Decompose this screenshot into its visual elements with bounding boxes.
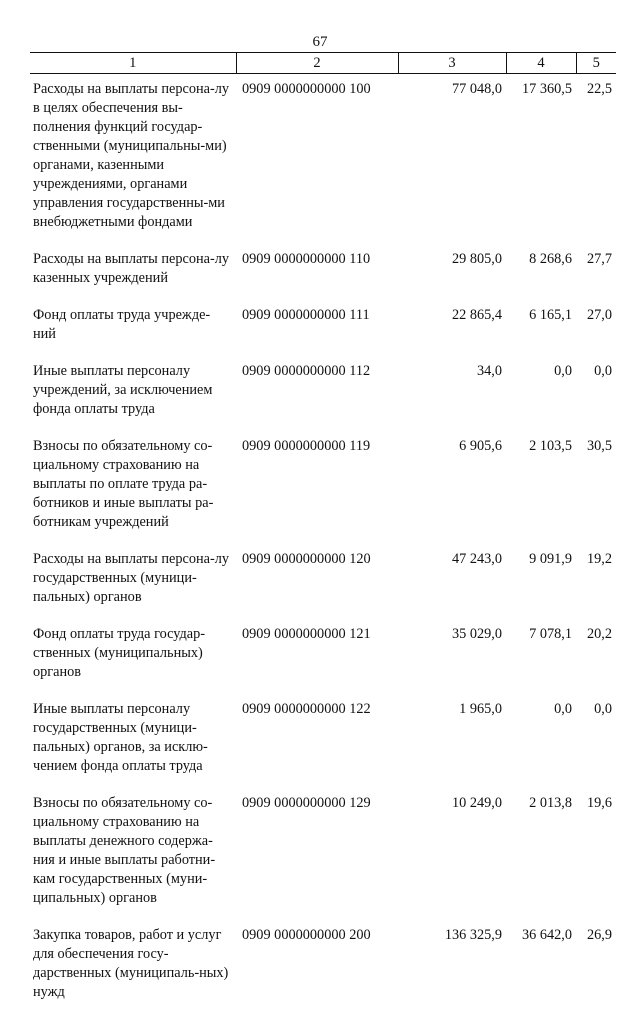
execution-percent: 0,0 [576,696,616,790]
execution-percent: 30,5 [576,433,616,546]
budget-code: 0909 0000000000 200 [236,922,398,1016]
planned-amount: 34,0 [398,358,506,433]
execution-percent: 27,7 [576,246,616,302]
column-header-4: 4 [506,53,576,74]
table-row [30,546,616,621]
planned-amount: 10 249,0 [398,790,506,922]
table-row [30,621,616,696]
execution-percent: 22,5 [576,74,616,247]
table-body [30,74,616,1016]
budget-code: 0909 0000000000 110 [236,246,398,302]
budget-code: 0909 0000000000 112 [236,358,398,433]
planned-amount: 35 029,0 [398,621,506,696]
budget-table [30,52,616,1016]
execution-percent: 19,6 [576,790,616,922]
table-row [30,922,616,1016]
table-row [30,433,616,546]
budget-code: 0909 0000000000 100 [236,74,398,247]
actual-amount: 0,0 [506,696,576,790]
expense-name: Иные выплаты персоналу государственных (муници-пальных) органов, за исклю-чением фонда оплаты труда [30,696,236,790]
actual-amount: 7 078,1 [506,621,576,696]
execution-percent: 20,2 [576,621,616,696]
table-row [30,790,616,922]
actual-amount: 8 268,6 [506,246,576,302]
expense-name: Фонд оплаты труда государ-ственных (муниципальных) органов [30,621,236,696]
planned-amount: 22 865,4 [398,302,506,358]
table-row [30,246,616,302]
expense-name: Иные выплаты персоналу учреждений, за исключением фонда оплаты труда [30,358,236,433]
execution-percent: 19,2 [576,546,616,621]
actual-amount: 0,0 [506,358,576,433]
budget-code: 0909 0000000000 119 [236,433,398,546]
budget-code: 0909 0000000000 122 [236,696,398,790]
column-header-1: 1 [30,53,236,74]
table-header-row [30,53,616,74]
column-header-5: 5 [576,53,616,74]
planned-amount: 6 905,6 [398,433,506,546]
planned-amount: 77 048,0 [398,74,506,247]
table-row [30,74,616,247]
expense-name: Взносы по обязательному со-циальному страхованию на выплаты по оплате труда ра-ботников и иные выплаты ра-ботникам учреждений [30,433,236,546]
table-row [30,302,616,358]
budget-code: 0909 0000000000 129 [236,790,398,922]
expense-name: Расходы на выплаты персона-лу государственных (муници-пальных) органов [30,546,236,621]
table-row [30,696,616,790]
page-number: 67 [0,33,640,51]
planned-amount: 29 805,0 [398,246,506,302]
actual-amount: 2 103,5 [506,433,576,546]
table-row [30,358,616,433]
budget-code: 0909 0000000000 111 [236,302,398,358]
actual-amount: 9 091,9 [506,546,576,621]
budget-code: 0909 0000000000 121 [236,621,398,696]
expense-name: Взносы по обязательному со-циальному страхованию на выплаты денежного содержа-ния и иные выплаты работни-кам государственных (муни-ципальных) органов [30,790,236,922]
execution-percent: 26,9 [576,922,616,1016]
expense-name: Фонд оплаты труда учрежде-ний [30,302,236,358]
execution-percent: 27,0 [576,302,616,358]
expense-name: Расходы на выплаты персона-лу в целях обеспечения вы-полнения функций государ-ственными (муниципальны-ми) органами, казенными учреждениями, органами управления государственны-ми внебюджетными фондами [30,74,236,247]
column-header-3: 3 [398,53,506,74]
budget-code: 0909 0000000000 120 [236,546,398,621]
execution-percent: 0,0 [576,358,616,433]
expense-name: Закупка товаров, работ и услуг для обеспечения госу-дарственных (муниципаль-ных) нужд [30,922,236,1016]
actual-amount: 6 165,1 [506,302,576,358]
expense-name: Расходы на выплаты персона-лу казенных учреждений [30,246,236,302]
planned-amount: 1 965,0 [398,696,506,790]
planned-amount: 136 325,9 [398,922,506,1016]
actual-amount: 2 013,8 [506,790,576,922]
column-header-2: 2 [236,53,398,74]
actual-amount: 36 642,0 [506,922,576,1016]
planned-amount: 47 243,0 [398,546,506,621]
actual-amount: 17 360,5 [506,74,576,247]
